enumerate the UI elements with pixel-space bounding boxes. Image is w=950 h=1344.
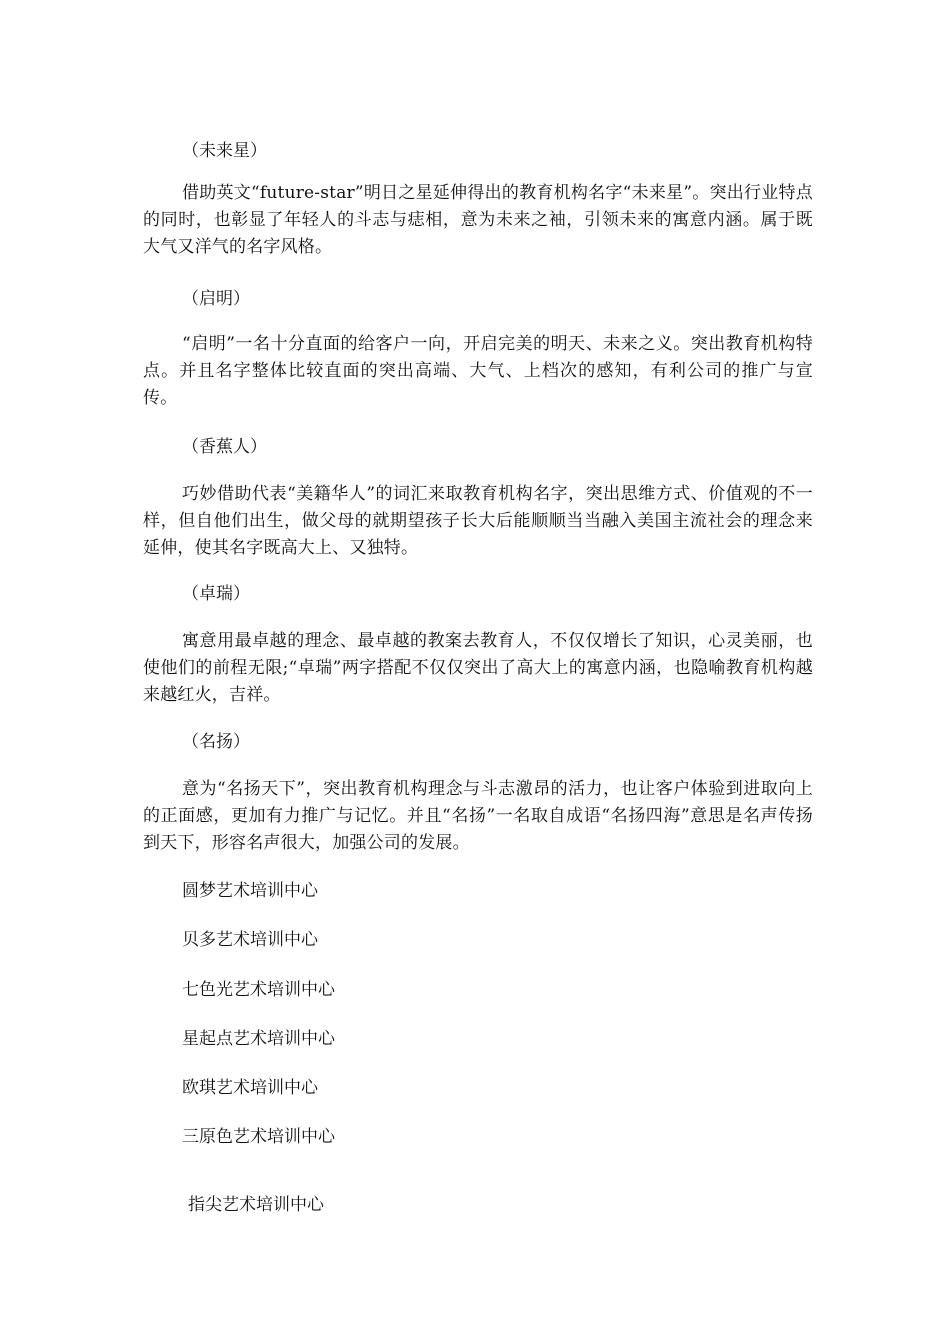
name-list-item: 贝多艺术培训中心 <box>182 930 318 950</box>
section-body-xiangjiaoren: 巧妙借助代表“美籍华人”的词汇来取教育机构名字，突出思维方式、价值观的不一样，但自他们出生，做父母的就期望孩子长大后能顺顺当当融入美国主流社会的理念来延伸，使其名字既高大上、又独特。 <box>143 484 813 558</box>
section-body-zhuorui: 寓意用最卓越的理念、最卓越的教案去教育人，不仅仅增长了知识，心灵美丽，也使他们的前程无限;“卓瑞”两字搭配不仅仅突出了高大上的寓意内涵，也隐喻教育机构越来越红火，吉祥。 <box>143 631 813 705</box>
name-list-item: 三原色艺术培训中心 <box>182 1127 335 1147</box>
section-body-mingyang: 意为“名扬天下”，突出教育机构理念与斗志激昂的活力，也让客户体验到进取向上的正面感，更加有力推广与记忆。并且“名扬”一名取自成语“名扬四海”意思是名声传扬到天下，形容名声很大，加强公司的发展。 <box>143 779 813 853</box>
section-heading-weilaixing: （未来星） <box>182 141 267 161</box>
section-heading-mingyang: （名扬） <box>182 732 250 752</box>
section-body-weilaixing: 借助英文“future-star”明日之星延伸得出的教育机构名字“未来星”。突出行业特点的同时，也彰显了年轻人的斗志与痣相，意为未来之袖，引领未来的寓意内涵。属于既大气又洋气的名字风格。 <box>143 183 813 257</box>
section-heading-qiming: （启明） <box>182 289 250 309</box>
name-list-item-last: 指尖艺术培训中心 <box>188 1195 324 1215</box>
name-list-item: 七色光艺术培训中心 <box>182 980 335 1000</box>
name-list-item: 星起点艺术培训中心 <box>182 1029 335 1049</box>
name-list-item: 欧琪艺术培训中心 <box>182 1078 318 1098</box>
name-list-item: 圆梦艺术培训中心 <box>182 881 318 901</box>
section-heading-zhuorui: （卓瑞） <box>182 584 250 604</box>
section-body-qiming: “启明”一名十分直面的给客户一向，开启完美的明天、未来之义。突出教育机构特点。并且名字整体比较直面的突出高端、大气、上档次的感知，有利公司的推广与宣传。 <box>143 334 813 408</box>
section-heading-xiangjiaoren: （香蕉人） <box>182 437 267 457</box>
